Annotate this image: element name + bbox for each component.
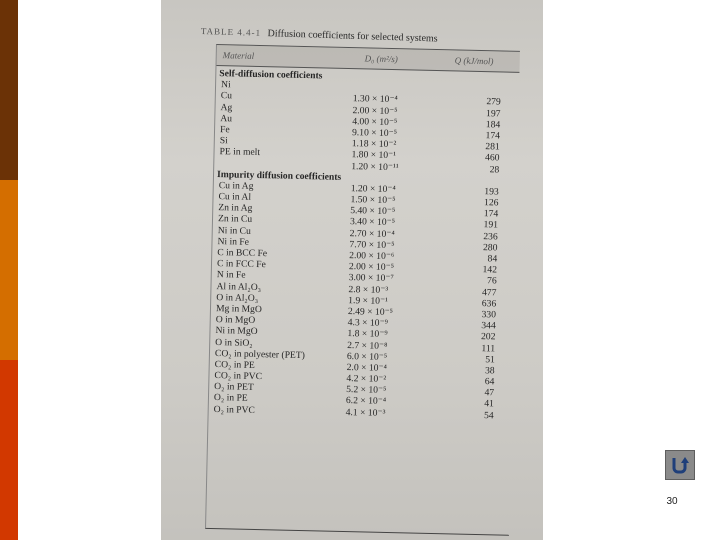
cell-d0: 4.00 × 10⁻⁵ (352, 115, 398, 128)
cell-q: 38 (484, 365, 495, 377)
cell-material: C in BCC Fe (217, 247, 268, 260)
cell-material: PE in melt (219, 146, 261, 159)
cell-material: CO₂ in PVC (214, 370, 263, 383)
cell-q: 330 (481, 309, 497, 321)
cell-d0: 1.9 × 10⁻¹ (348, 294, 389, 307)
cell-d0: 5.2 × 10⁻⁵ (346, 384, 387, 397)
cell-material: Al in Al₂O₃ (216, 280, 262, 293)
cell-q: 111 (481, 342, 496, 354)
cell-d0: 3.00 × 10⁻⁷ (348, 272, 394, 285)
cell-q: 126 (483, 197, 499, 209)
cell-d0: 2.7 × 10⁻⁸ (347, 339, 388, 352)
cell-d0: 6.2 × 10⁻⁴ (345, 395, 387, 408)
cell-d0: 6.0 × 10⁻⁵ (346, 350, 388, 363)
cell-q: 281 (485, 141, 500, 153)
cell-q (461, 74, 501, 75)
cell-d0: 2.00 × 10⁻⁶ (349, 250, 395, 263)
header-q: Q (kJ/mol) (454, 55, 494, 67)
cell-material: Ni in Cu (217, 224, 251, 237)
cell-d0: 4.2 × 10⁻² (346, 373, 387, 386)
accent-bar-bottom (0, 360, 18, 540)
cell-material: O in SiO₂ (215, 336, 253, 349)
cell-q: 41 (484, 398, 495, 410)
cell-q: 47 (484, 387, 495, 399)
cell-q: 51 (485, 353, 496, 366)
table-caption: Diffusion coefficients for selected systems (267, 28, 438, 45)
cell-q: 184 (485, 118, 501, 131)
cell-material: Si (219, 135, 228, 147)
cell-material: O in MgO (215, 314, 256, 327)
cell-d0: 2.49 × 10⁻⁵ (347, 306, 394, 319)
cell-material: Zn in Ag (218, 202, 253, 215)
cell-d0: 4.3 × 10⁻⁹ (347, 317, 389, 330)
scanned-table-image (161, 0, 543, 540)
cell-material: Zn in Cu (217, 213, 253, 226)
cell-material: N in Fe (216, 269, 246, 282)
cell-d0: 3.40 × 10⁻⁵ (349, 216, 396, 229)
cell-material: O in Al₂O₃ (216, 291, 259, 304)
cell-d0: 1.20 × 10⁻¹¹ (351, 160, 399, 173)
cell-material: Fe (219, 124, 230, 136)
cell-d0: 2.00 × 10⁻⁵ (352, 104, 398, 117)
cell-q (459, 174, 499, 175)
page-number: 30 (666, 496, 678, 507)
header-material: Material (222, 50, 255, 61)
cell-q: 76 (486, 275, 497, 287)
cell-material: Cu in Al (218, 191, 252, 203)
cell-q: 174 (483, 208, 499, 220)
cell-material: O₂ in PE (213, 392, 248, 405)
accent-bar-middle (0, 180, 18, 360)
cell-material: Ni (220, 79, 231, 91)
cell-d0: 2.8 × 10⁻³ (348, 283, 389, 296)
cell-q: 193 (484, 186, 499, 198)
cell-q: 280 (482, 241, 498, 254)
cell-q: 142 (482, 264, 498, 276)
return-arrow-icon (669, 454, 691, 476)
cell-q: 84 (487, 253, 498, 265)
cell-material: O₂ in PET (214, 381, 254, 394)
cell-q: 64 (484, 376, 495, 388)
cell-q: 636 (481, 297, 497, 310)
cell-d0: 2.0 × 10⁻⁴ (346, 361, 388, 374)
cell-d0: 7.70 × 10⁻⁵ (349, 238, 395, 251)
header-d0: D₀ (m²/s) (364, 53, 398, 65)
cell-q: 28 (489, 163, 500, 175)
cell-d0: 1.30 × 10⁻⁴ (352, 93, 398, 106)
cell-d0: 1.18 × 10⁻² (351, 138, 397, 151)
cell-material: Cu in Ag (218, 179, 254, 192)
cell-q: 54 (483, 409, 494, 422)
diffusion-table (205, 44, 520, 536)
table-title (201, 26, 501, 46)
cell-q (461, 85, 501, 86)
cell-d0: 1.80 × 10⁻¹ (351, 149, 397, 162)
cell-d0: 2.70 × 10⁻⁴ (349, 227, 395, 240)
cell-material: Cu (220, 90, 233, 102)
cell-material: Ag (220, 101, 233, 113)
cell-q: 460 (484, 152, 500, 164)
cell-d0: 2.00 × 10⁻⁵ (348, 261, 395, 274)
cell-d0: 9.10 × 10⁻⁵ (351, 127, 398, 140)
cell-material: Ni in MgO (215, 325, 258, 338)
cell-q: 279 (486, 96, 501, 108)
cell-d0: 1.20 × 10⁻⁴ (350, 182, 396, 195)
cell-material: CO₂ in polyester (PET) (214, 347, 306, 361)
cell-material: Mg in MgO (215, 303, 262, 316)
cell-material: C in FCC Fe (216, 258, 266, 271)
cell-d0: 1.50 × 10⁻⁵ (350, 194, 396, 207)
cell-material: Ni in Fe (217, 235, 250, 248)
cell-material: CO₂ in PE (214, 358, 255, 371)
cell-material: Impurity diffusion coefficients (216, 168, 342, 183)
cell-q: 236 (483, 230, 498, 243)
accent-bar-top (0, 0, 18, 180)
cell-q: 191 (483, 219, 499, 231)
cell-q: 197 (485, 107, 501, 120)
cell-material: O₂ in PVC (213, 403, 256, 416)
cell-q: 174 (485, 130, 501, 142)
table-label: TABLE 4.4-1 (200, 26, 262, 38)
table-body (209, 68, 520, 422)
cell-q: 344 (481, 320, 496, 332)
return-button[interactable] (665, 450, 695, 480)
cell-q: 202 (480, 331, 496, 343)
cell-d0: 4.1 × 10⁻³ (345, 406, 386, 419)
cell-material: Self-diffusion coefficients (219, 68, 323, 82)
cell-d0: 5.40 × 10⁻⁵ (350, 205, 396, 218)
cell-q: 477 (481, 286, 497, 298)
cell-material: Au (220, 112, 233, 125)
cell-d0: 1.8 × 10⁻⁹ (347, 328, 388, 341)
